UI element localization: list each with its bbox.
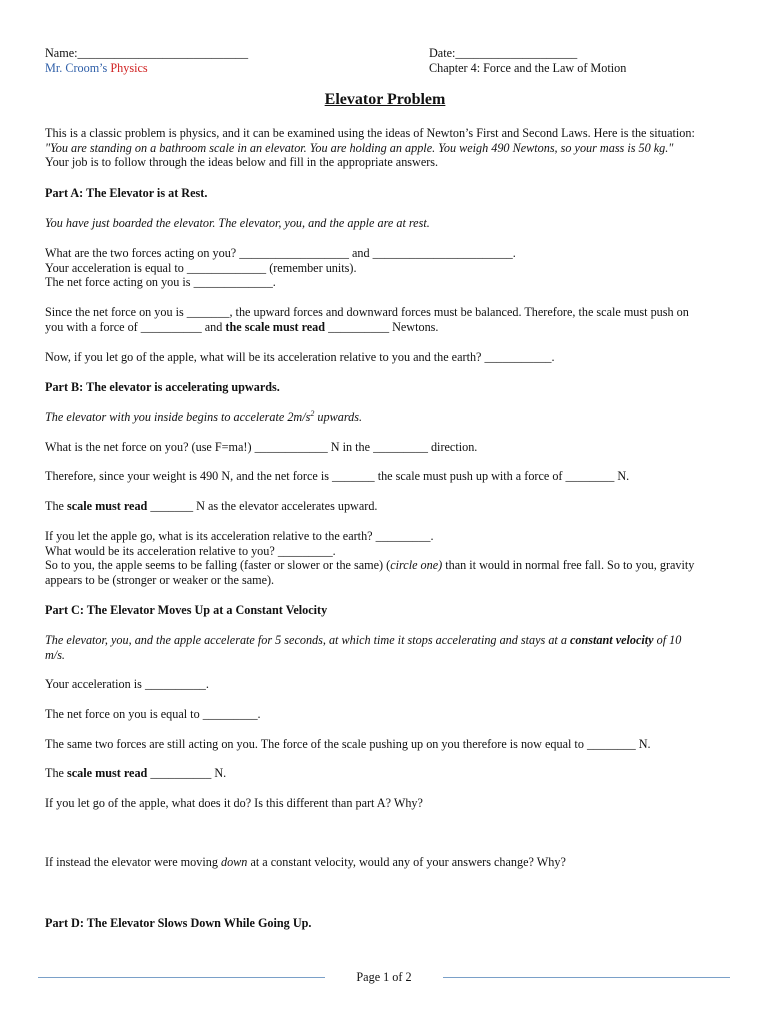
teacher-name: Mr. Croom’s xyxy=(45,60,111,75)
question: Your acceleration is __________. xyxy=(45,677,209,691)
question-text: at a constant velocity, would any of your answers change? Why? xyxy=(247,855,566,869)
part-b-scenario xyxy=(45,410,725,425)
part-a-scenario: You have just boarded the elevator. The elevator, you, and the apple are at rest. xyxy=(45,216,430,230)
question-text: __________ Newtons. xyxy=(325,319,439,334)
question: What are the two forces acting on you? __________________ and _______________________. xyxy=(45,246,516,260)
scenario-text: upwards. xyxy=(314,410,363,424)
part-a-questions xyxy=(45,246,725,290)
part-d-heading: Part D: The Elevator Slows Down While Going Up. xyxy=(45,916,312,930)
footer-divider xyxy=(443,977,730,978)
scenario-text: The elevator, you, and the apple accelerate for 5 seconds, at which time it stops accelerating and stays at a xyxy=(45,633,570,647)
page-title: Elevator Problem xyxy=(324,91,446,108)
question-text: The xyxy=(45,499,67,513)
scenario-text: The elevator with you inside begins to accelerate 2m/s xyxy=(45,410,311,424)
question xyxy=(45,558,725,573)
intro-paragraph xyxy=(45,126,725,170)
question: What is the net force on you? (use F=ma!) ____________ N in the _________ direction. xyxy=(45,440,478,454)
question: Therefore, since your weight is 490 N, and the net force is _______ the scale must push up with a force of ________ N. xyxy=(45,469,630,483)
footer-divider xyxy=(38,977,325,978)
question-emphasis: scale must read xyxy=(67,499,148,513)
question-text: If instead the elevator were moving xyxy=(45,855,221,869)
question: If you let go of the apple, what does it do? Is this different than part A? Why? xyxy=(45,796,423,810)
course-label xyxy=(45,61,148,76)
part-b-heading: Part B: The elevator is accelerating upwards. xyxy=(45,380,280,394)
date-field-label: Date:____________________ xyxy=(429,46,578,60)
question-text: The xyxy=(45,766,67,780)
scenario-text: of 10 xyxy=(653,633,682,647)
question-emphasis: down xyxy=(220,855,248,869)
exponent: 2 xyxy=(310,408,315,418)
question-text: than it would in normal free fall. So to you, gravity xyxy=(442,558,695,573)
question: The net force on you is equal to _________. xyxy=(45,707,261,721)
scenario-line: m/s. xyxy=(45,647,65,662)
scenario-emphasis: constant velocity xyxy=(569,633,654,647)
subject-name: Physics xyxy=(110,60,148,75)
question: appears to be (stronger or weaker or the same). xyxy=(45,572,275,587)
worksheet-page xyxy=(45,0,725,1024)
part-a-balance-question xyxy=(45,305,725,334)
question-text: _______ N as the elevator accelerates upward. xyxy=(147,499,378,513)
chapter-label: Chapter 4: Force and the Law of Motion xyxy=(429,60,627,75)
page-number: Page 1 of 2 xyxy=(356,970,412,984)
question: The net force acting on you is _____________. xyxy=(45,275,276,290)
question: The same two forces are still acting on you. The force of the scale pushing up on you therefore is now equal to ________ N. xyxy=(45,737,651,751)
question: Since the net force on you is _______, the upward forces and downward forces must be balanced. Therefore, the scale must push on xyxy=(45,305,689,319)
question xyxy=(45,320,725,335)
page-footer xyxy=(0,970,768,986)
question: What would be its acceleration relative to you? _________. xyxy=(45,543,336,558)
intro-line: This is a classic problem is physics, and it can be examined using the ideas of Newton’s First and Second Laws. Here is the situation: xyxy=(45,126,695,140)
question-emphasis: the scale must read xyxy=(225,319,326,334)
question xyxy=(45,855,725,870)
question xyxy=(45,499,725,514)
question-text: __________ N. xyxy=(147,766,227,780)
part-b-apple-questions xyxy=(45,529,725,587)
intro-situation: "You are standing on a bathroom scale in an elevator. You are holding an apple. You weigh 490 Newtons, so your mass is 50 kg." xyxy=(45,140,674,155)
question-emphasis: circle one) xyxy=(390,558,443,573)
scenario-line xyxy=(45,633,725,648)
question-text: So to you, the apple seems to be falling (faster or slower or the same) ( xyxy=(45,558,391,573)
question xyxy=(45,766,725,781)
part-c-heading: Part C: The Elevator Moves Up at a Constant Velocity xyxy=(45,603,328,617)
header xyxy=(45,46,725,75)
question: Now, if you let go of the apple, what will be its acceleration relative to you and the earth? ___________. xyxy=(45,350,555,364)
intro-line: Your job is to follow through the ideas below and fill in the appropriate answers. xyxy=(45,155,439,170)
part-c-scenario xyxy=(45,633,725,662)
question: Your acceleration is equal to _____________ (remember units). xyxy=(45,260,357,275)
question-text: you with a force of __________ and xyxy=(45,319,226,334)
part-a-heading: Part A: The Elevator is at Rest. xyxy=(45,186,208,200)
question-emphasis: scale must read xyxy=(67,766,148,780)
name-field-label: Name:____________________________ xyxy=(45,46,249,60)
question: If you let the apple go, what is its acceleration relative to the earth? _________. xyxy=(45,529,434,543)
